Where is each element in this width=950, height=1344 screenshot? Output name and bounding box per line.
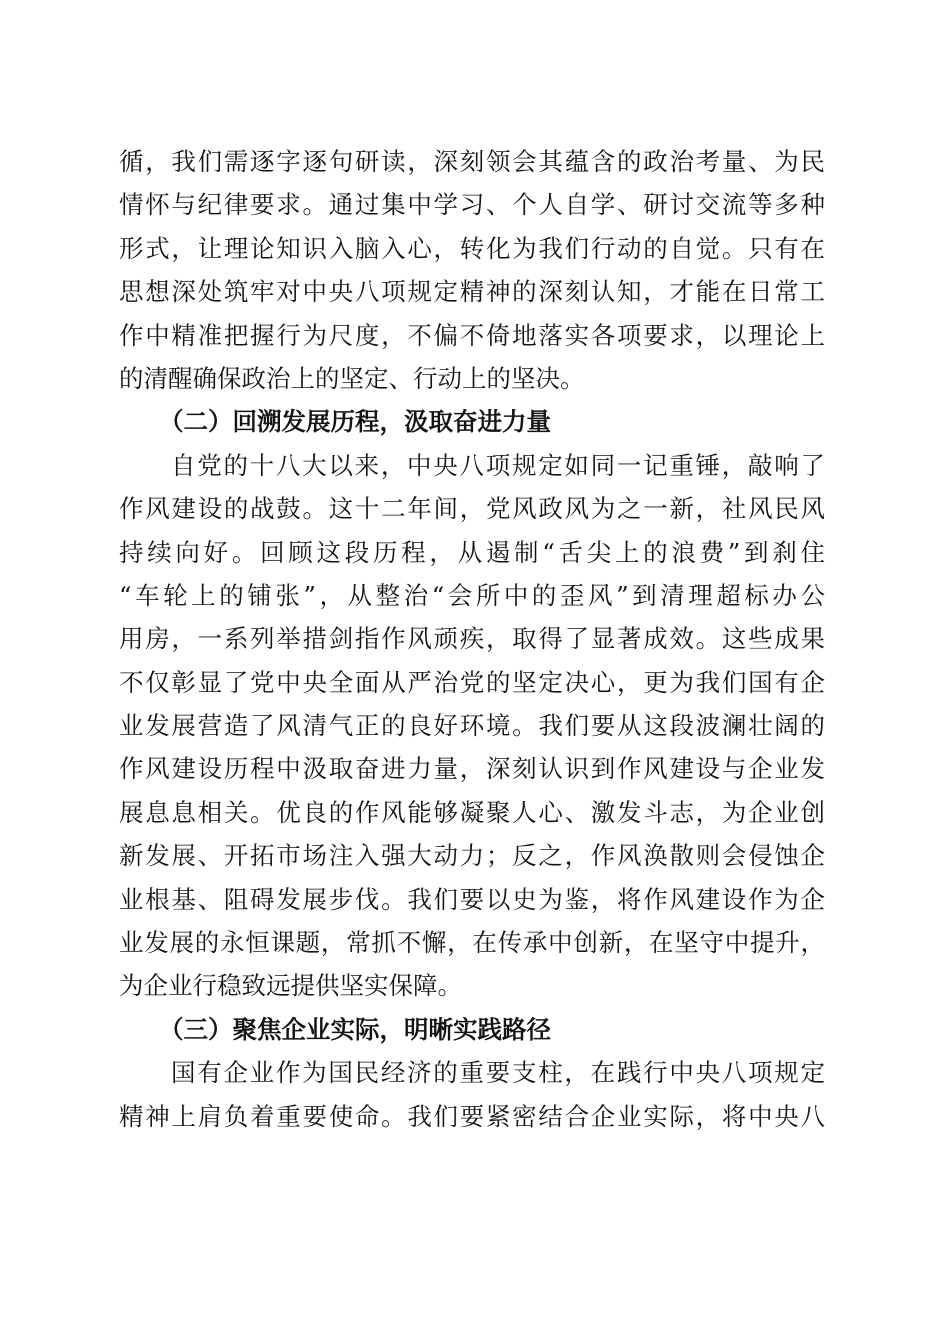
body-line: 用房，一系列举措剑指作风顽疾，取得了显著成效。这些成果 — [119, 624, 825, 654]
body-line: 形式，让理论知识入脑入心，转化为我们行动的自觉。只有在 — [119, 233, 825, 263]
section-heading-2: （二）回溯发展历程，汲取奋进力量 — [159, 407, 551, 437]
body-line: 循，我们需逐字逐句研读，深刻领会其蕴含的政治考量、为民 — [119, 147, 825, 176]
body-line: 情怀与纪律要求。通过集中学习、个人自学、研讨交流等多种 — [119, 190, 825, 220]
body-line: 业根基、阻碍发展步伐。我们要以史为鉴，将作风建设作为企 — [119, 884, 825, 914]
body-line: 作风建设历程中汲取奋进力量，深刻认识到作风建设与企业发 — [119, 754, 825, 784]
body-line: 业发展营造了风清气正的良好环境。我们要从这段波澜壮阔的 — [119, 711, 825, 741]
body-line-paragraph-start: 自党的十八大以来，中央八项规定如同一记重锤，敲响了 — [171, 450, 825, 480]
body-line-paragraph-start: 国有企业作为国民经济的重要支柱，在践行中央八项规定 — [171, 1058, 825, 1088]
body-line: 持续向好。回顾这段历程，从遏制“舌尖上的浪费”到刹住 — [119, 537, 825, 567]
body-line-paragraph-end: 为企业行稳致远提供坚实保障。 — [119, 971, 462, 1001]
body-line: 思想深处筑牢对中央八项规定精神的深刻认知，才能在日常工 — [119, 277, 825, 307]
body-line: 业发展的永恒课题，常抓不懈，在传承中创新，在坚守中提升， — [119, 928, 825, 958]
body-line: 不仅彰显了党中央全面从严治党的坚定决心，更为我们国有企 — [119, 667, 825, 697]
body-line: 精神上肩负着重要使命。我们要紧密结合企业实际，将中央八 — [119, 1101, 825, 1131]
body-line: 作风建设的战鼓。这十二年间，党风政风为之一新，社风民风 — [119, 494, 825, 524]
document-page — [119, 140, 825, 1138]
body-line: “车轮上的铺张”，从整治“会所中的歪风”到清理超标办公 — [119, 580, 825, 610]
body-line: 新发展、开拓市场注入强大动力；反之，作风涣散则会侵蚀企 — [119, 841, 825, 871]
body-line: 作中精准把握行为尺度，不偏不倚地落实各项要求，以理论上 — [119, 320, 825, 350]
section-heading-3: （三）聚焦企业实际，明晰实践路径 — [159, 1014, 551, 1044]
body-line-paragraph-end: 的清醒确保政治上的坚定、行动上的坚决。 — [119, 363, 585, 393]
body-line: 展息息相关。优良的作风能够凝聚人心、激发斗志，为企业创 — [119, 797, 825, 827]
